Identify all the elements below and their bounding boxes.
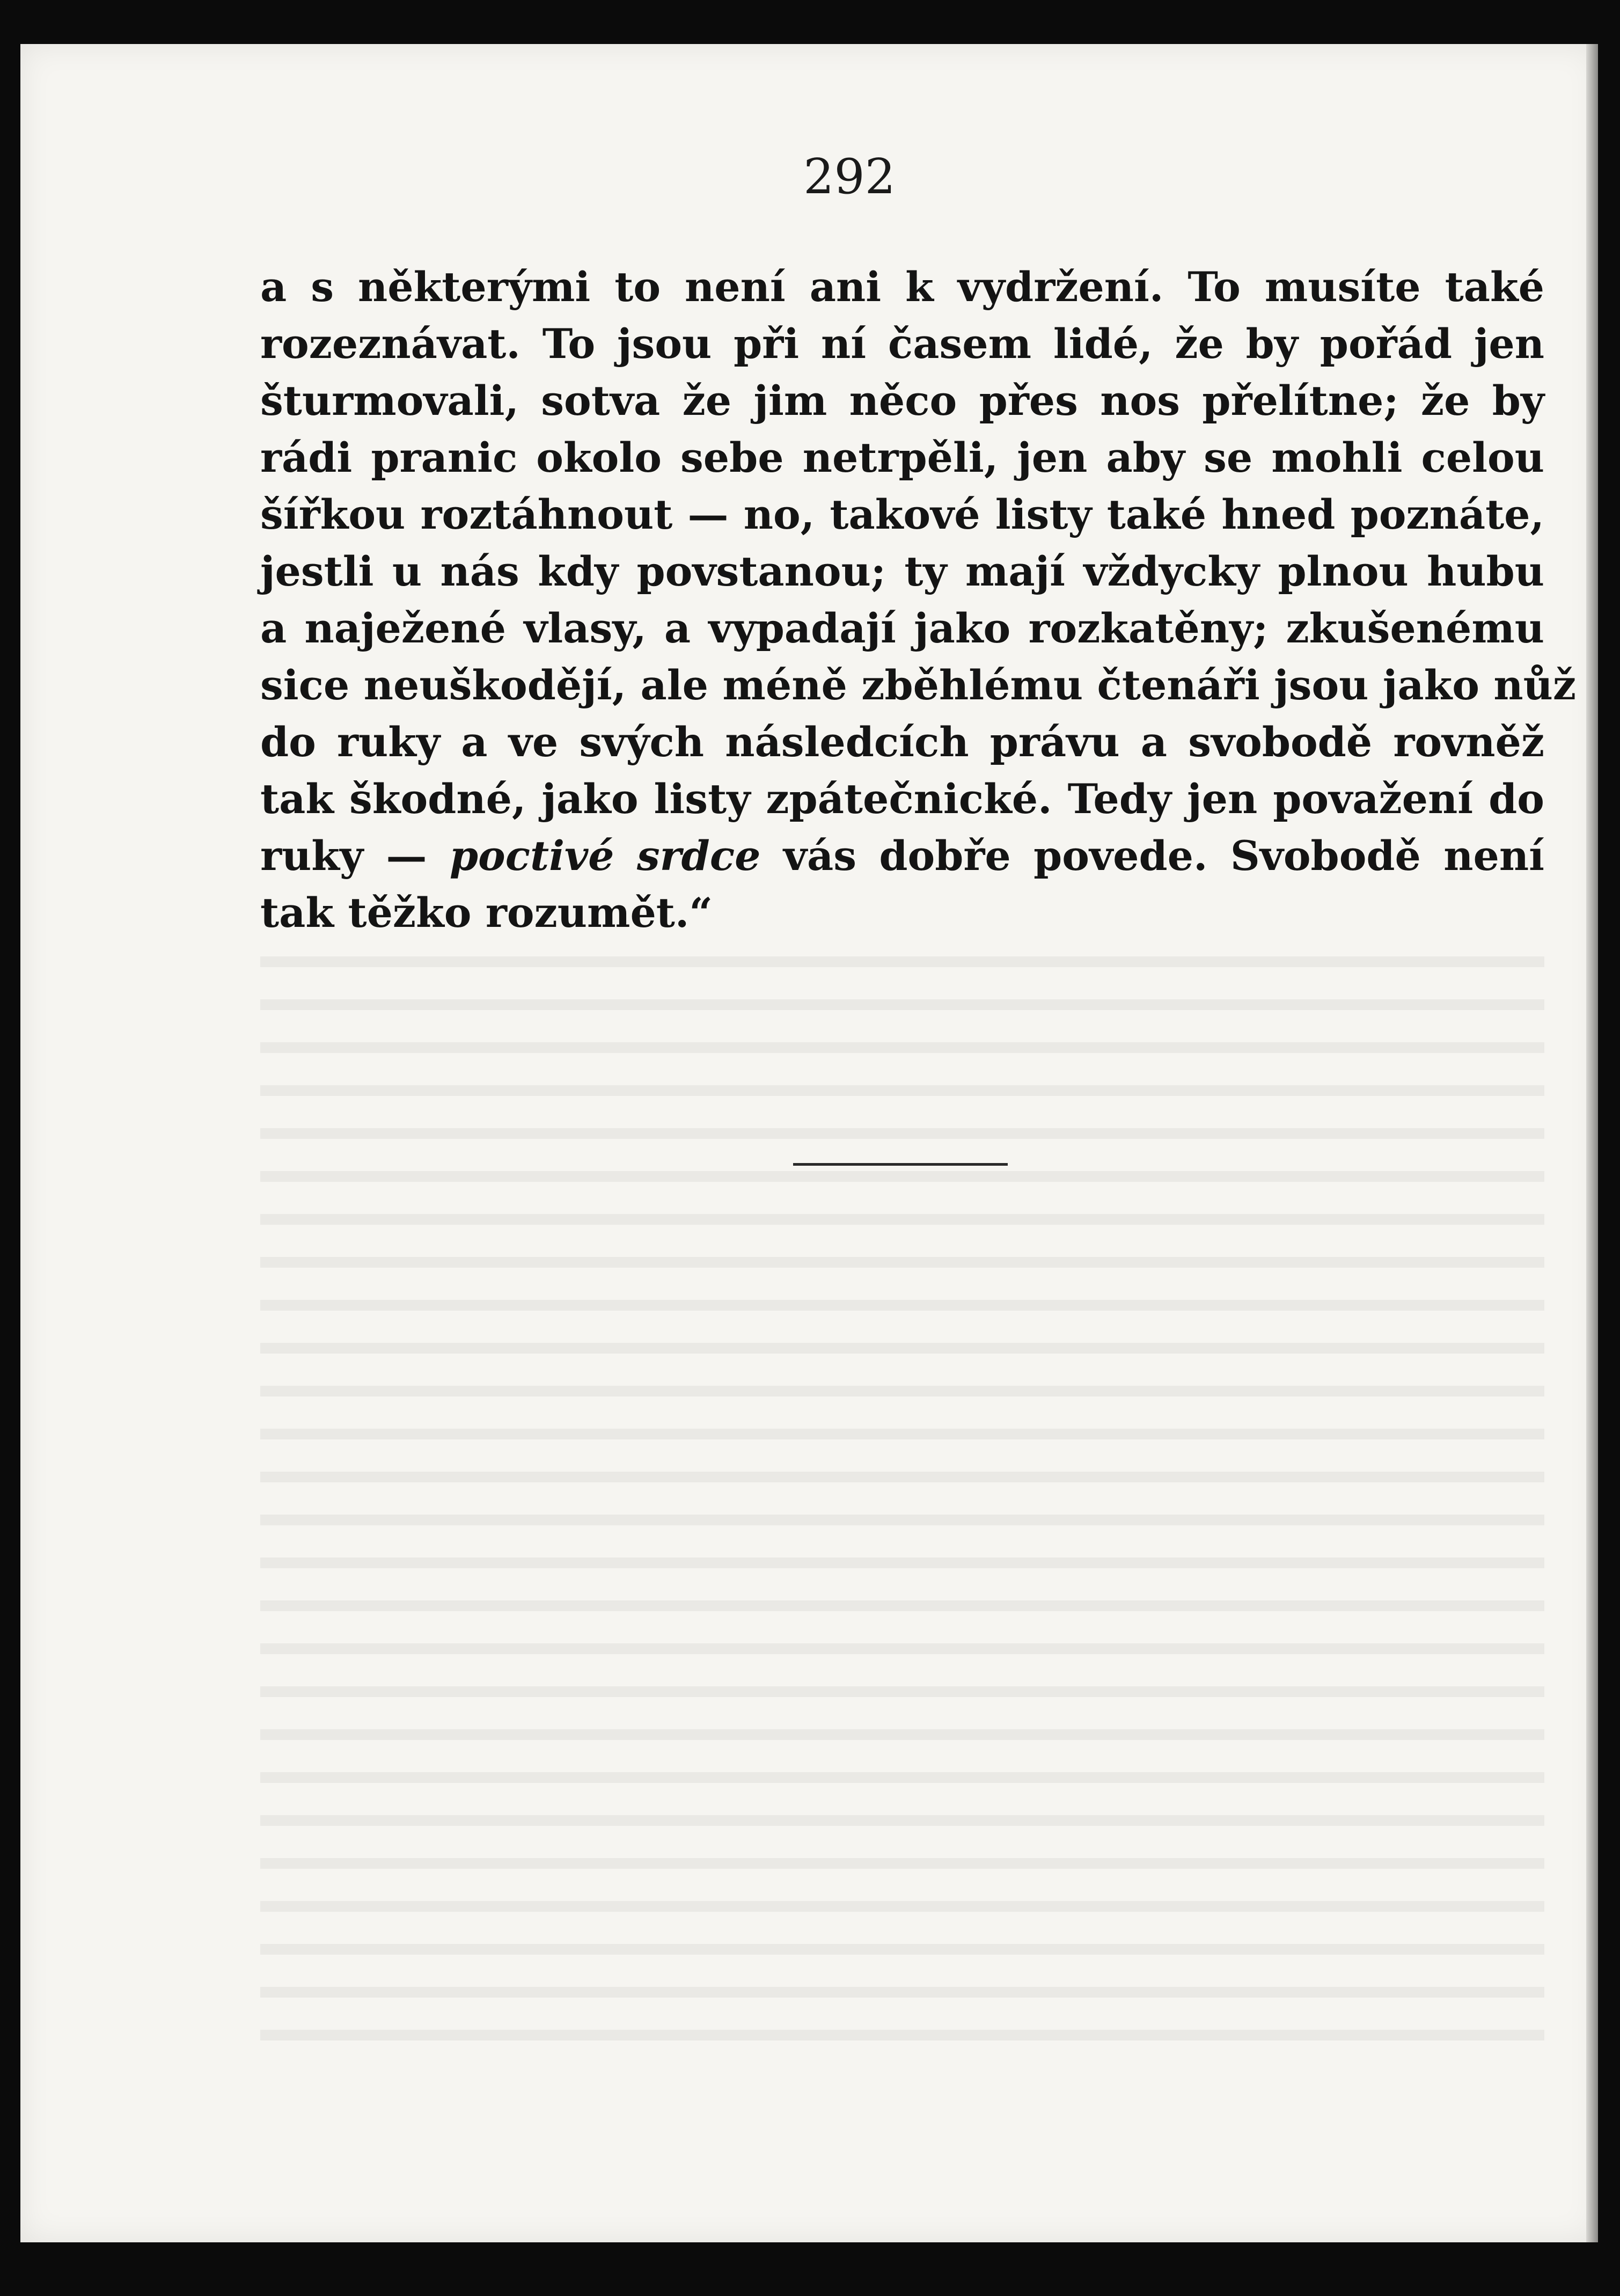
line-start: ruky — [260, 832, 450, 880]
emphasized-phrase: poctivé srdce [449, 832, 761, 880]
text-line: a naježené vlasy, a vypadají jako rozkatěny; zkušenému [260, 604, 1544, 652]
text-line: jestli u nás kdy povstanou; ty mají vždycky plnou hubu [260, 547, 1544, 595]
text-line: do ruky a ve svých následcích právu a svobodě rovněž [260, 718, 1544, 766]
line-end: vás dobře povede. Svobodě není [760, 832, 1544, 880]
page-edge-shadow [1586, 44, 1598, 2242]
text-line: a s některými to není ani k vydržení. To musíte také [260, 263, 1544, 311]
text-line: sice neuškodějí, ale méně zběhlému čtenáři jsou jako nůž [260, 661, 1577, 709]
text-line-with-emphasis [260, 828, 1544, 884]
bleed-through-texture [260, 924, 1544, 2051]
book-page [20, 44, 1598, 2242]
text-line: rozeznávat. To jsou při ní časem lidé, že by pořád jen [260, 320, 1544, 368]
page-number: 292 [803, 149, 896, 205]
text-line: šířkou roztáhnout — no, takové listy také hned poznáte, [260, 491, 1544, 538]
text-line: tak škodné, jako listy zpátečnické. Tedy jen považení do [260, 775, 1544, 823]
text-line: šturmovali, sotva že jim něco přes nos přelítne; že by [260, 377, 1544, 425]
body-text [260, 259, 1577, 941]
text-line: rádi pranic okolo sebe netrpěli, jen aby se mohli celou [260, 434, 1544, 481]
section-divider-rule [793, 1163, 1008, 1166]
text-line-last: tak těžko rozumět.“ [260, 889, 713, 937]
